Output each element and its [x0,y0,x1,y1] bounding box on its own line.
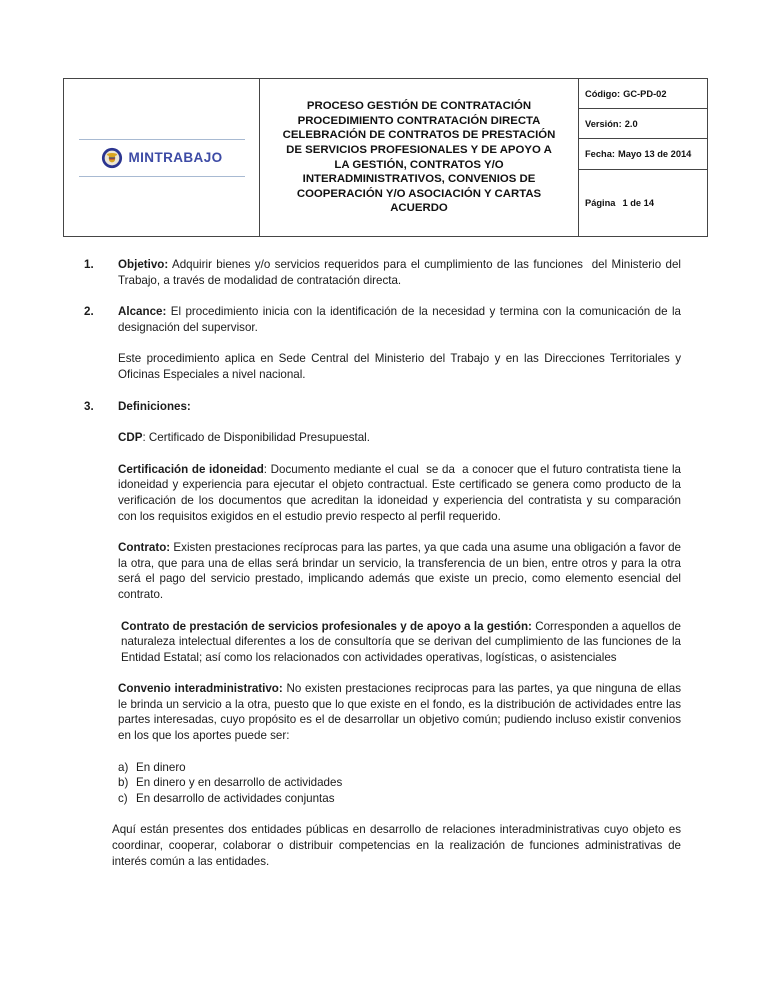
section-lead: Objetivo: [118,258,169,271]
document-header-table [63,78,708,237]
list-item: b) En dinero y en desarrollo de actividades [118,776,343,790]
definition-term: Certificación de idoneidad [118,462,264,476]
definition-cdp: CDP: Certificado de Disponibilidad Presupuestal. [118,431,370,445]
list-marker: a) [118,760,129,774]
definition-certificacion-idoneidad: Certificación de idoneidad: Documento mediante el cual se da a conocer que el futuro contratista tiene la idoneidad y experiencia para ejecutar el objeto contractual. Este certificado se genera como producto de la verificación de los documentos que acreditan la idoneidad y experiencia del contratista y su comparación con los requisitos exigidos en el estudio previo respecto al perfil requerido. [118,462,688,523]
logo-cell [64,79,260,236]
meta-pagina [579,170,707,236]
title-line: PROCEDIMIENTO CONTRATACIÓN DIRECTA [297,114,541,127]
section-objetivo [84,257,685,288]
title-line: DE SERVICIOS PROFESIONALES Y DE APOYO A [286,143,552,156]
meta-fecha-label: Fecha: [585,149,615,159]
title-line: PROCESO GESTIÓN DE CONTRATACIÓN [306,100,532,113]
list-item: c) En desarrollo de actividades conjuntas [118,791,335,805]
definition-term: Convenio interadministrativo: [118,682,283,696]
section-lead: Alcance: [118,305,167,319]
section-number: 2. [84,305,94,319]
logo-brand-text: MINTRABAJO [128,150,223,165]
section-lead: Definiciones: [118,399,191,413]
definition-term: CDP [118,431,143,445]
meta-codigo-value: GC-PD-02 [623,88,667,99]
definition-term: Contrato: [118,541,171,555]
title-line: CELEBRACIÓN DE CONTRATOS DE PRESTACIÓN [282,129,556,142]
title-line: INTERADMINISTRATIVOS, CONVENIOS DE [302,173,536,186]
meta-pagina-label: Página [585,198,616,208]
document-title [260,79,578,236]
title-line: LA GESTIÓN, CONTRATOS Y/O [334,158,504,171]
section-number: 3. [84,399,94,413]
title-line: COOPERACIÓN Y/O ASOCIACIÓN Y CARTAS [296,187,542,200]
meta-version-value: 2.0 [624,118,638,129]
meta-version-label: Versión: [585,118,622,129]
definition-contrato: Contrato: Existen prestaciones recíprocas para las partes, ya que cada una asume una obligación a favor de la otra, que para una de ellas será brindar un servicio, la transferencia de un bien, entre otros y para la otra será el pago del servicio prestado, implicando además que existe un precio, como elemento esencial del contrato. [118,541,685,601]
section-number: 1. [84,258,94,271]
paragraph-entidades-publicas: Aquí están presentes dos entidades públicas en desarrollo de relaciones interadministrativas cuyo objeto es coordinar, cooperar, colaborar o distribuir competencias en la realización de funciones administrativas de interés común a las entidades. [112,823,685,868]
meta-fecha [579,139,707,170]
title-line: ACUERDO [390,202,448,215]
list-marker: b) [118,776,129,790]
aportes-list [118,760,681,807]
section-text: Alcance: El procedimiento inicia con la identificación de la necesidad y termina con la comunicación de la designación del supervisor. [118,305,685,334]
section-text [118,399,681,415]
document-body [84,257,688,885]
meta-fecha-value: Mayo 13 de 2014 [617,149,692,159]
colombia-coat-of-arms-icon [101,147,123,169]
paragraph-alcance-scope: Este procedimiento aplica en Sede Central del Ministerio del Trabajo y en las Direcciones Territoriales y Oficinas Especiales a nivel nacional. [118,352,685,381]
list-marker: c) [118,791,128,805]
meta-codigo-label: Código: [585,88,621,99]
meta-codigo [579,79,707,109]
meta-pagina-value: 1 de 14 [622,198,655,208]
section-text: Objetivo: Adquirir bienes y/o servicios requeridos para el cumplimiento de las funciones del Ministerio del Trabajo, a través de modalidad de contratación directa. [118,258,685,287]
definition-term: Contrato de prestación de servicios profesionales y de apoyo a la gestión: [121,619,532,633]
section-alcance [84,304,685,335]
list-item: a) En dinero [118,760,186,774]
meta-version [579,109,707,139]
mintrabajo-logo [79,139,245,177]
section-definiciones [84,399,681,415]
definition-contrato-prestacion-servicios: Contrato de prestación de servicios profesionales y de apoyo a la gestión: Corresponden a aquellos de naturaleza intelectual diferentes a los de consultoría que se derivan del cumplimiento de las funciones de la Entidad Estatal; así como los relacionados con actividades operativas, logísticas, o asistenciales [121,619,685,664]
document-meta-column [578,79,707,236]
definition-convenio-interadministrativo: Convenio interadministrativo: No existen prestaciones reciprocas para las partes, ya que ninguna de ellas le brinda un servicio a la otra, puesto que lo que existe en el fondo, es la distribución de actividades entre las partes interesadas, cuyo propósito es el de desarrollar un objetivo común; pudiendo incluso existir convenios en los que los aportes puede ser: [118,682,685,743]
